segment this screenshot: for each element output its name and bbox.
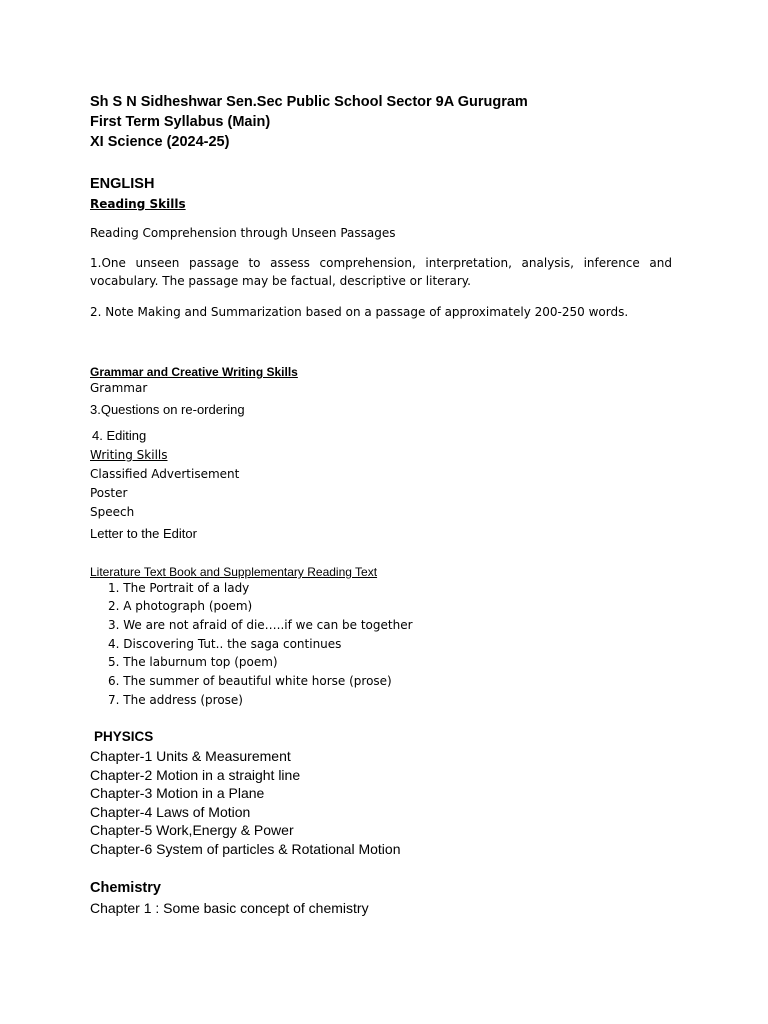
physics-chapter: Chapter-2 Motion in a straight line bbox=[90, 767, 301, 783]
literature-item: 4. Discovering Tut.. the saga continues bbox=[108, 637, 342, 651]
chemistry-heading: Chemistry bbox=[90, 880, 161, 896]
physics-chapter: Chapter-5 Work,Energy & Power bbox=[90, 822, 294, 838]
literature-item: 5. The laburnum top (poem) bbox=[108, 655, 278, 669]
english-item-3: 3.Questions on re-ordering bbox=[90, 402, 245, 417]
english-heading: ENGLISH bbox=[90, 176, 155, 192]
chemistry-chapter: Chapter 1 : Some basic concept of chemistry bbox=[90, 900, 369, 916]
writing-item: Poster bbox=[90, 486, 128, 500]
class-title: XI Science (2024-25) bbox=[90, 134, 230, 150]
literature-heading: Literature Text Book and Supplementary Reading Text bbox=[90, 565, 378, 579]
reading-intro: Reading Comprehension through Unseen Passages bbox=[90, 226, 396, 240]
physics-chapter: Chapter-4 Laws of Motion bbox=[90, 804, 251, 820]
reading-skills-heading: Reading Skills bbox=[90, 197, 186, 211]
physics-chapter: Chapter-6 System of particles & Rotational Motion bbox=[90, 841, 401, 857]
english-item-4: 4. Editing bbox=[92, 428, 147, 443]
grammar-label: Grammar bbox=[90, 381, 148, 395]
writing-item: Classified Advertisement bbox=[90, 467, 240, 481]
literature-item: 6. The summer of beautiful white horse (prose) bbox=[108, 674, 392, 688]
physics-heading: PHYSICS bbox=[94, 729, 154, 744]
writing-skills-heading: Writing Skills bbox=[90, 448, 168, 462]
writing-item: Speech bbox=[90, 505, 135, 519]
grammar-heading: Grammar and Creative Writing Skills bbox=[90, 365, 298, 379]
literature-item: 3. We are not afraid of die…..if we can be together bbox=[108, 618, 413, 632]
term-title: First Term Syllabus (Main) bbox=[90, 114, 271, 130]
physics-chapter: Chapter-1 Units & Measurement bbox=[90, 748, 291, 764]
literature-item: 7. The address (prose) bbox=[108, 693, 243, 707]
writing-item: Letter to the Editor bbox=[90, 526, 197, 541]
literature-item: 1. The Portrait of a lady bbox=[108, 581, 250, 595]
physics-chapter: Chapter-3 Motion in a Plane bbox=[90, 785, 265, 801]
school-name: Sh S N Sidheshwar Sen.Sec Public School Sector 9A Gurugram bbox=[90, 94, 528, 110]
english-item-2: 2. Note Making and Summarization based on a passage of approximately 200-250 words. bbox=[90, 305, 629, 319]
literature-item: 2. A photograph (poem) bbox=[108, 599, 253, 613]
english-item-1: 1.One unseen passage to assess comprehension, interpretation, analysis, inference and vocabulary. The passage may be factual, descriptive or literary. bbox=[90, 256, 672, 288]
